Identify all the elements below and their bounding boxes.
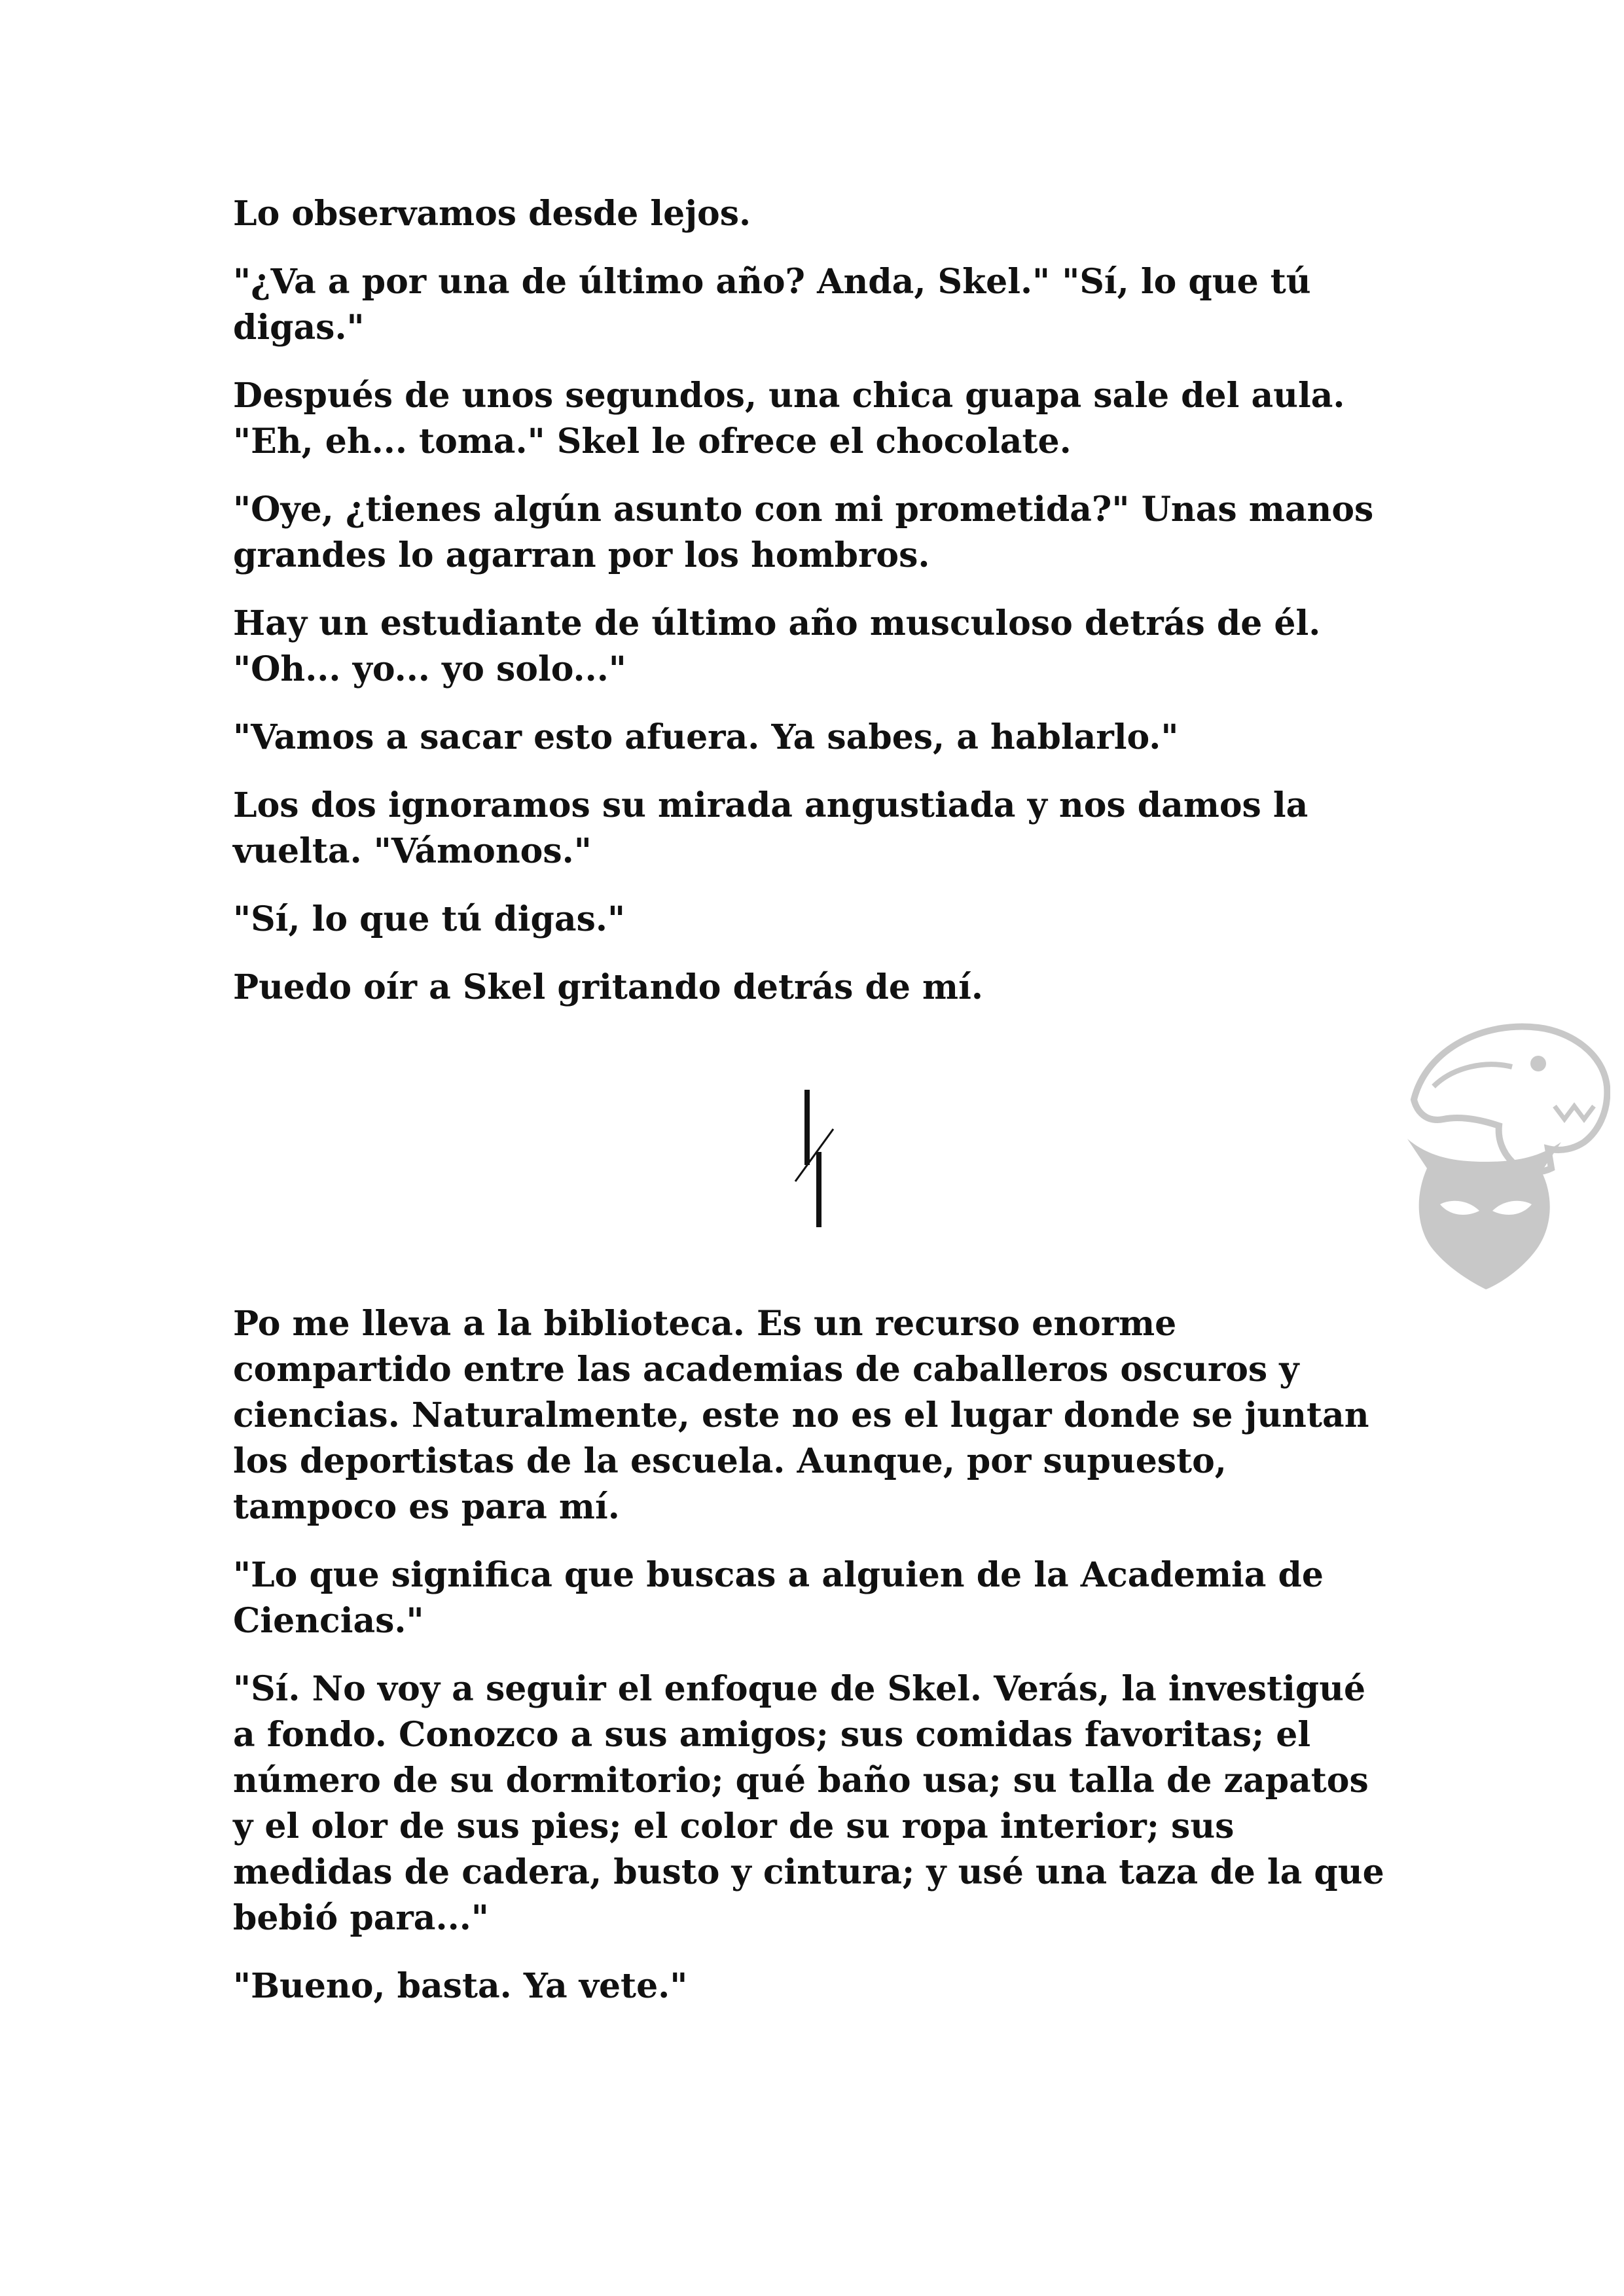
- paragraph: Lo observamos desde lejos.: [233, 194, 751, 234]
- paragraph: Los dos ignoramos su mirada angustiada y nos damos la vuelta. "Vámonos.": [233, 785, 1308, 871]
- text-section-top: [233, 191, 1392, 1033]
- paragraph: "¿Va a por una de último año? Anda, Skel." "Sí, lo que tú digas.": [233, 262, 1311, 348]
- paragraph: Después de unos segundos, una chica guapa sale del aula. "Eh, eh... toma." Skel le ofrece el chocolate.: [233, 376, 1345, 461]
- paragraph: "Bueno, basta. Ya vete.": [233, 1966, 688, 2006]
- paragraph: Po me lleva a la biblioteca. Es un recurso enorme compartido entre las academias de caballeros oscuros y ciencias. Naturalmente, este no es el lugar donde se juntan los deportistas de la escuela. Aunque, por supuesto, tampoco es para mí.: [233, 1304, 1369, 1527]
- paragraph: "Lo que significa que buscas a alguien de la Academia de Ciencias.": [233, 1555, 1324, 1641]
- paragraph: "Sí. No voy a seguir el enfoque de Skel. Verás, la investigué a fondo. Conozco a sus amigos; sus comidas favoritas; el número de su dormitorio; qué baño usa; su talla de zapatos y el olor de sus pies; el color de su ropa interior; sus medidas de cadera, busto y cintura; y usé una taza de la que bebió para...": [233, 1669, 1384, 1938]
- dinosaur-devil-logo-icon: [1388, 1008, 1610, 1296]
- text-section-bottom: [233, 1301, 1392, 2032]
- paragraph: "Vamos a sacar esto afuera. Ya sabes, a hablarlo.": [233, 717, 1179, 757]
- paragraph: "Oye, ¿tienes algún asunto con mi prometida?" Unas manos grandes lo agarran por los hombros.: [233, 490, 1374, 575]
- paragraph: Puedo oír a Skel gritando detrás de mí.: [233, 967, 983, 1007]
- scene-break-rune-icon: [782, 1090, 848, 1227]
- paragraph: "Sí, lo que tú digas.": [233, 899, 626, 939]
- paragraph: Hay un estudiante de último año musculoso detrás de él. "Oh... yo... yo solo...": [233, 603, 1321, 689]
